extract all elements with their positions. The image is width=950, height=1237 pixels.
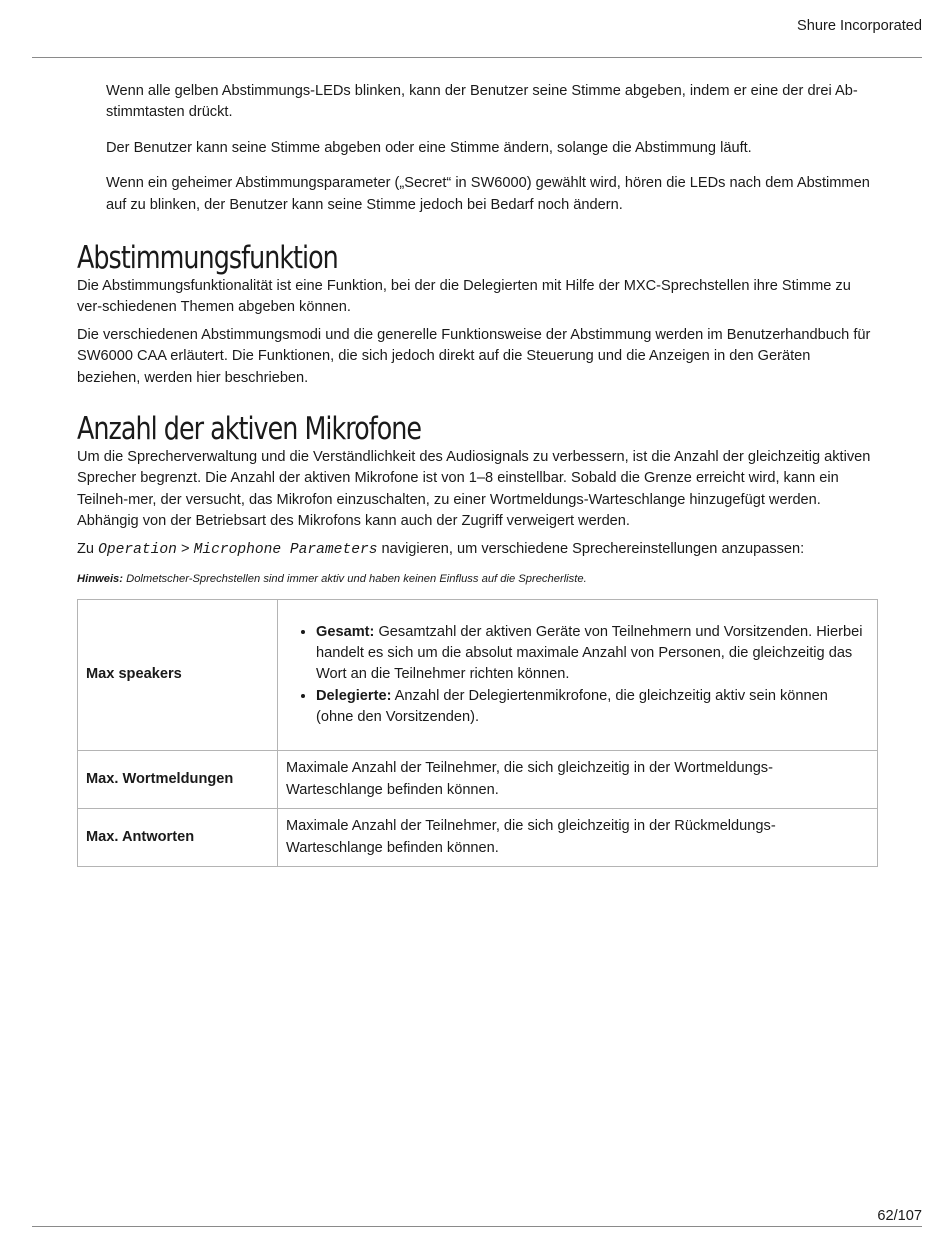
table-row (78, 809, 878, 867)
intro-paragraph: Wenn alle gelben Abstimmungs-LEDs blinken, kann der Benutzer seine Stimme abgeben, indem er eine der drei Ab-stimmtasten drückt. (106, 83, 858, 121)
intro-paragraph: Der Benutzer kann seine Stimme abgeben oder eine Stimme ändern, solange die Abstimmung läuft. (106, 139, 752, 156)
section-heading-voting: Abstimmungsfunktion (77, 240, 338, 277)
footer-divider (32, 1226, 922, 1227)
bullet-term: Gesamt: (316, 623, 375, 640)
nav-suffix: navigieren, um verschiedene Sprechereinstellungen anzupassen: (377, 540, 805, 557)
section-paragraph: Um die Sprecherverwaltung und die Verständlichkeit des Audiosignals zu verbessern, ist die Anzahl der gleichzeitig aktiven Sprecher begrenzt. Die Anzahl der aktiven Mikrofone ist von 1–8 einstellbar. Sobald die Grenze erreicht wird, kann ein Teilneh-mer, der versucht, das Mikrofon einzuschalten, zu einer Wortmeldungs-Warteschlange hinzugefügt werden. Abhängig von der Betriebsart des Mikrofons kann auch der Zugriff verweigert werden. (77, 449, 871, 530)
menu-path-microphone-parameters: Microphone Parameters (193, 541, 378, 558)
menu-path-operation: Operation (98, 541, 177, 558)
table-row (78, 600, 878, 751)
hint-label: Hinweis: (77, 573, 124, 586)
table-row (78, 751, 878, 809)
table-value-cell: Maximale Anzahl der Teilnehmer, die sich gleichzeitig in der Rückmeldungs-Warteschlange befinden können. (278, 809, 878, 867)
table-value-cell: Maximale Anzahl der Teilnehmer, die sich gleichzeitig in der Wortmeldungs-Warteschlange befinden können. (278, 751, 878, 809)
settings-table (77, 599, 878, 867)
menu-path-separator: > (176, 540, 194, 557)
bullet-list (286, 622, 869, 729)
page-content (77, 81, 877, 867)
header-company-name: Shure Incorporated (797, 18, 922, 34)
table-key-cell: Max. Wortmeldungen (78, 751, 278, 809)
section-heading-active-mics: Anzahl der aktiven Mikrofone (77, 411, 422, 448)
section-paragraph: Die Abstimmungsfunktionalität ist eine Funktion, bei der die Delegierten mit Hilfe der MXC-Sprechstellen ihre Stimme zu ver-schiedenen Themen abgeben können. (77, 278, 851, 316)
hint-text: Dolmetscher-Sprechstellen sind immer aktiv und haben keinen Einfluss auf die Sprecherliste. (123, 573, 587, 586)
intro-paragraph: Wenn ein geheimer Abstimmungsparameter („Secret“ in SW6000) gewählt wird, hören die LEDs nach dem Abstimmen auf zu blinken, der Benutzer kann seine Stimme jedoch bei Bedarf noch ändern. (106, 175, 870, 213)
list-item (316, 622, 869, 686)
table-key-cell: Max. Antworten (78, 809, 278, 867)
table-value-cell (278, 600, 878, 751)
navigation-instruction (77, 539, 877, 561)
bullet-text: Gesamtzahl der aktiven Geräte von Teilnehmern und Vorsitzenden. Hierbei handelt es sich um die absolut maximale Anzahl von Personen, die gleichzeitig das Wort an die Teilnehmer richten können. (316, 623, 863, 683)
page-number: 62/107 (877, 1208, 922, 1224)
table-key-cell: Max speakers (78, 600, 278, 751)
list-item (316, 686, 869, 729)
nav-prefix: Zu (77, 540, 99, 557)
bullet-term: Delegierte: (316, 687, 392, 704)
hint-note (77, 571, 877, 587)
header-divider (32, 57, 922, 58)
bullet-text: Anzahl der Delegiertenmikrofone, die gleichzeitig aktiv sein können (ohne den Vorsitzenden). (316, 687, 828, 726)
section-paragraph: Die verschiedenen Abstimmungsmodi und die generelle Funktionsweise der Abstimmung werden im Benutzerhandbuch für SW6000 CAA erläutert. Die Funktionen, die sich jedoch direkt auf die Steuerung und die Anzeigen in den Geräten beziehen, werden hier beschrieben. (77, 326, 871, 386)
